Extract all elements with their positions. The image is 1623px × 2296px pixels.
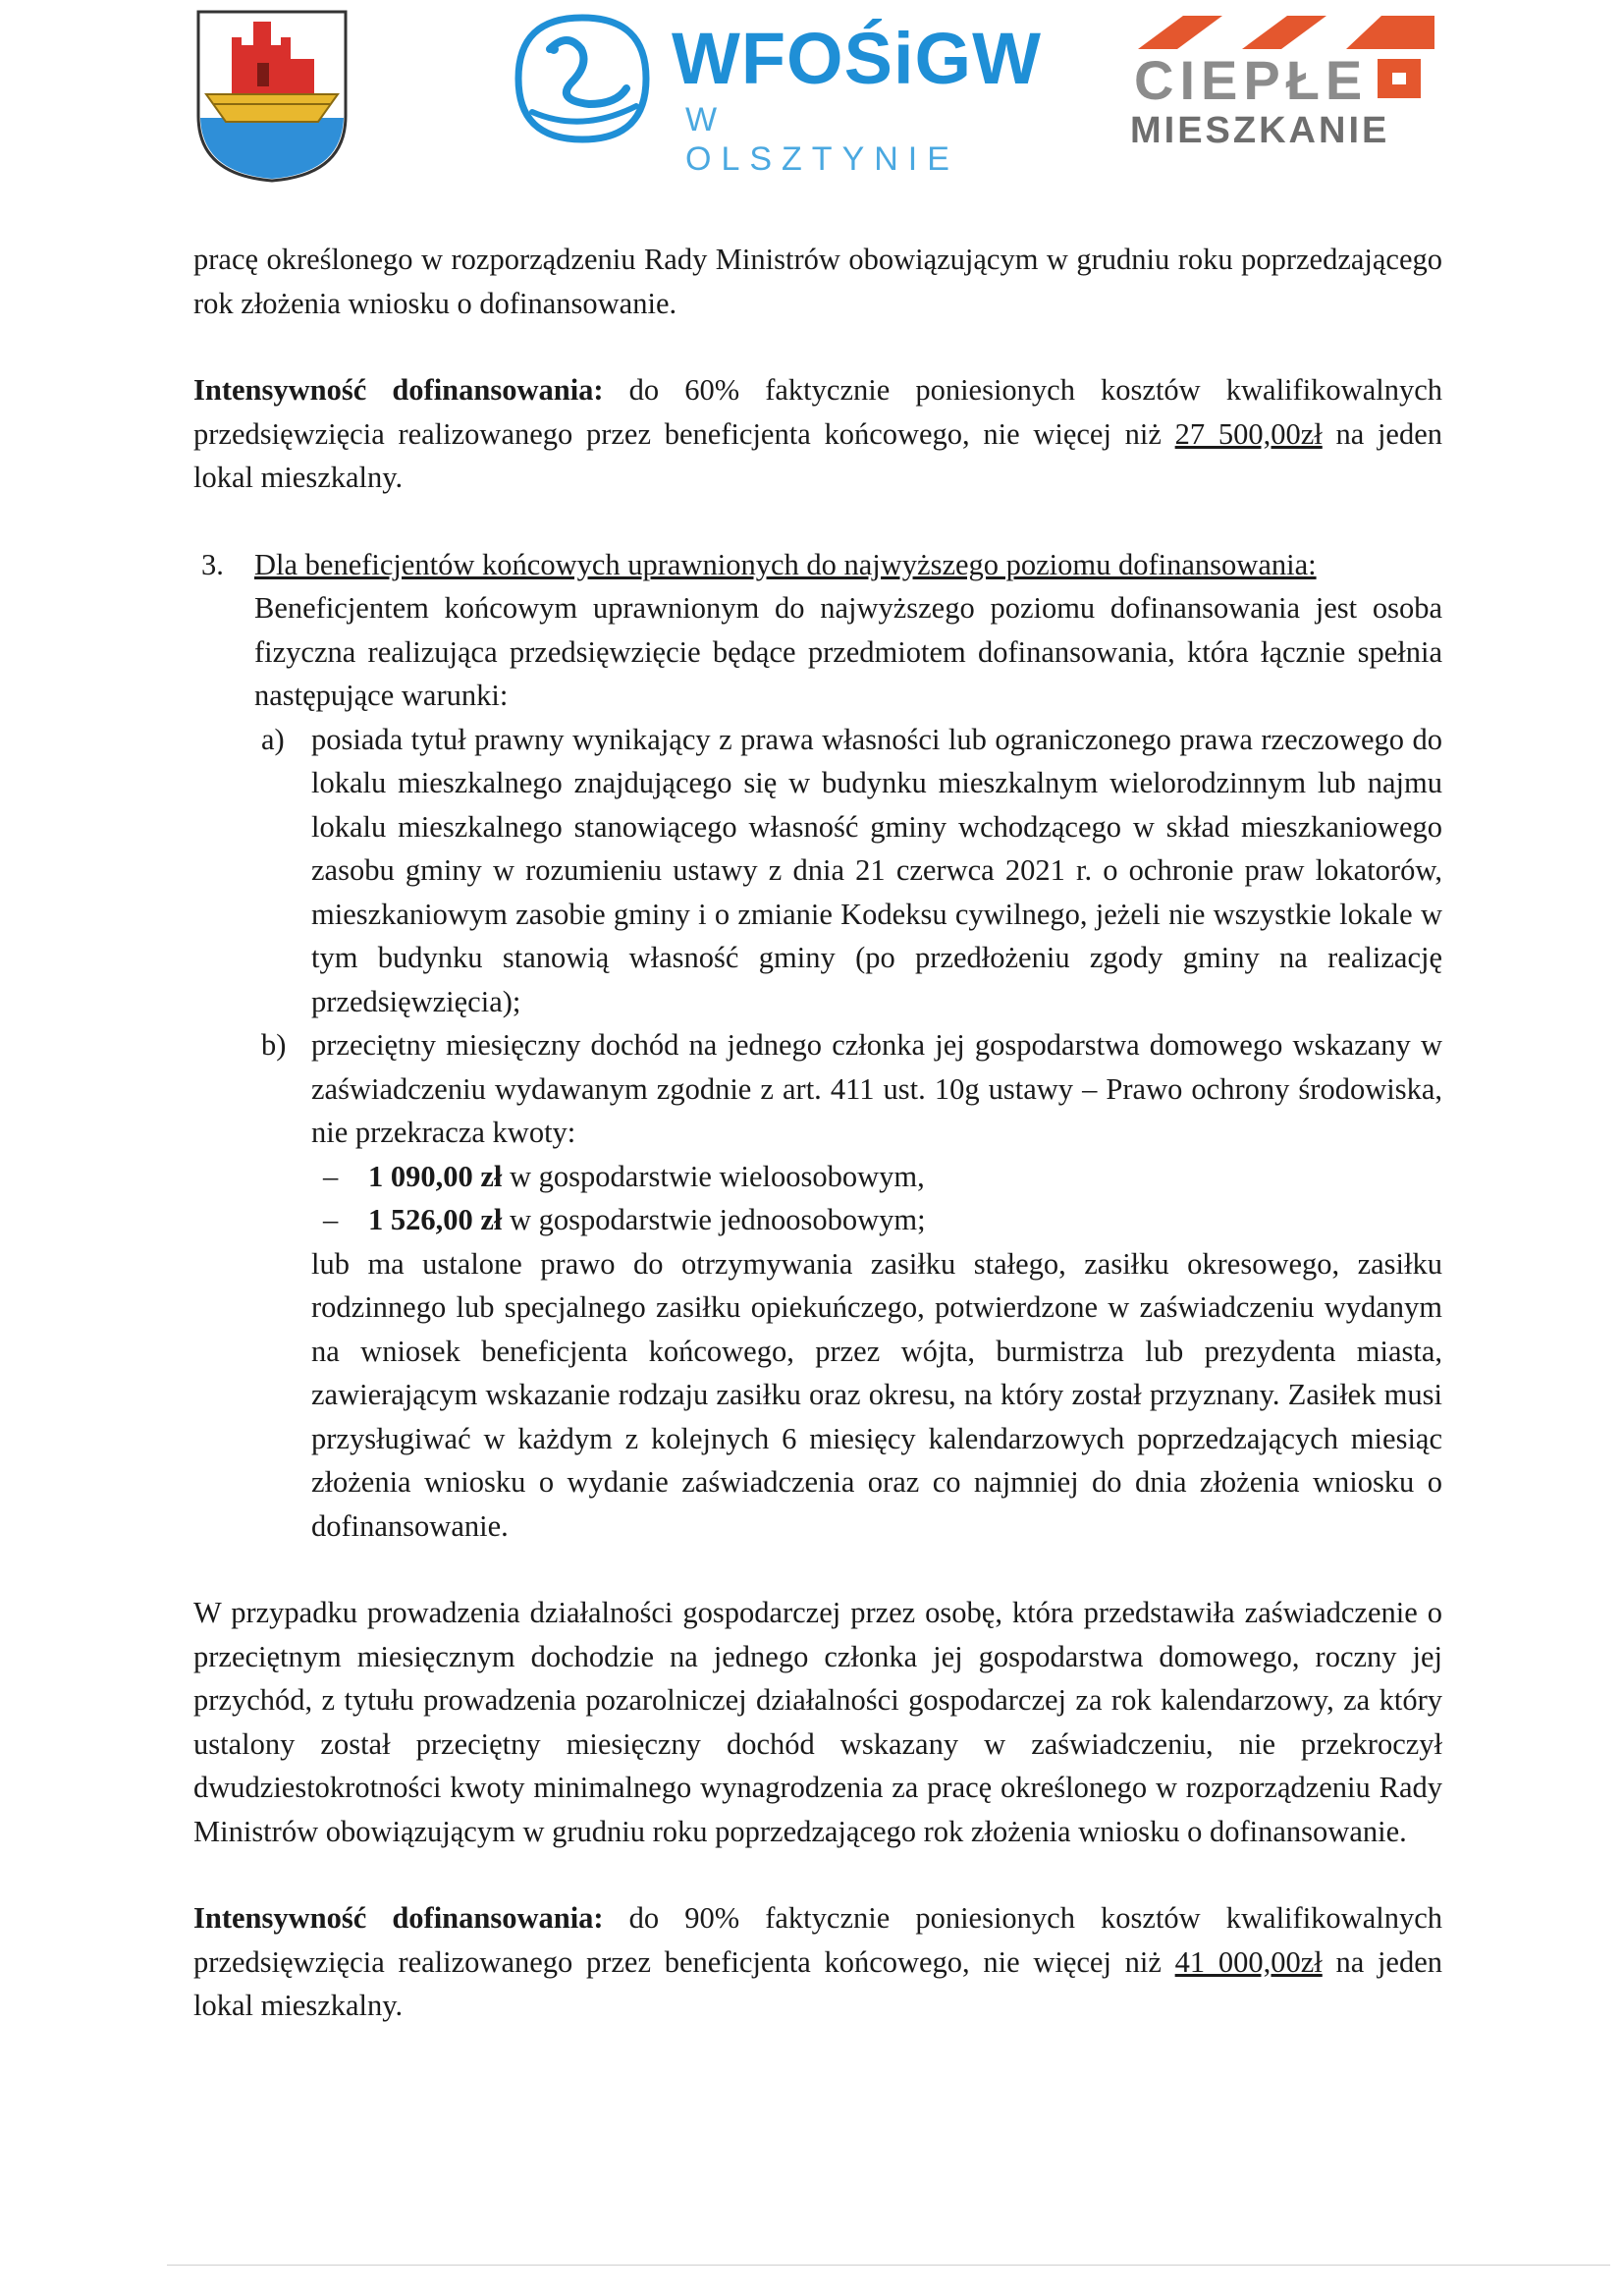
wfosigw-subtitle: W OLSZTYNIE (685, 101, 959, 178)
scan-edge-line (167, 2265, 1610, 2266)
document-body (193, 238, 1442, 2028)
limit-amount: 1 526,00 zł (368, 1203, 503, 1236)
dash-bullet: – (323, 1203, 339, 1236)
condition-continuation: lub ma ustalone prawo do otrzymywania zasiłku stałego, zasiłku okresowego, zasiłku rodzinnego lub specjalnego zasiłku opiekuńczego, potwierdzone w zaświadczeniu wydanym na wniosek beneficjenta końcowego, przez wójta, burmistrza lub prezydenta miasta, zawierającym wskazanie rodzaju zasiłku oraz okresu, na który został przyznany. Zasiłek musi przysługiwać w każdym z kolejnych 6 miesięcy kalendarzowych poprzedzających miesiąc złożenia wniosku o wydanie zaświadczenia oraz co najmniej do dnia złożenia wniosku o dofinansowanie. (311, 1246, 1442, 1543)
income-limit-single (311, 1198, 1442, 1242)
limit-text: w gospodarstwie jednoosobowym; (502, 1203, 926, 1236)
item-intro: Beneficjentem końcowym uprawnionym do najwyższego poziomu dofinansowania jest osoba fizyczna realizująca przedsięwzięcie będące przedmiotem dofinansowania, która łącznie spełnia następujące warunki: (254, 591, 1442, 712)
condition-text: posiada tytuł prawny wynikający z prawa własności lub ograniczonego prawa rzeczowego do lokalu mieszkalnego znajdującego się w budynku mieszkalnym wielorodzinnym lub najmu lokalu mieszkalnego stanowiącego własność gminy wchodzącego w skład mieszkaniowego zasobu gminy w rozumieniu ustawy z dnia 21 czerwca 2021 r. o ochronie praw lokatorów, mieszkaniowym zasobie gminy i o zmianie Kodeksu cywilnego, jeżeli nie wszystkie lokale w tym budynku stanowią własność gminy (po przedłożeniu zgody gminy na realizację przedsięwzięcia); (311, 722, 1442, 1018)
intensity-text-after: na jeden lokal mieszkalny. (193, 416, 1443, 494)
limit-text: w gospodarstwie wieloosobowym, (502, 1159, 925, 1193)
municipal-crest-logo (192, 8, 352, 183)
numbered-item-3 (193, 543, 1442, 1549)
wfosigw-logo (499, 10, 1042, 178)
funding-intensity-paragraph (193, 368, 1442, 500)
intensity-label: Intensywność dofinansowania: (193, 373, 604, 407)
swan-emblem-icon (499, 10, 666, 147)
cieple-word: CIEPŁE (1134, 49, 1369, 111)
mieszkanie-word: MIESZKANIE (1130, 110, 1390, 151)
cieple-mieszkanie-logo (1124, 8, 1443, 155)
intensity-label: Intensywność dofinansowania: (193, 1901, 604, 1935)
item-heading: Dla beneficjentów końcowych uprawnionych do najwyższego poziomu dofinansowania: (254, 547, 1317, 581)
intensity-text-after: na jeden lokal mieszkalny. (193, 1944, 1443, 2022)
condition-text: przeciętny miesięczny dochód na jednego członka jej gospodarstwa domowego wskazany w zaświadczeniu wydawanym zgodnie z art. 411 ust. 10g ustawy – Prawo ochrony środowiska, nie przekracza kwoty: (311, 1028, 1442, 1149)
condition-b (193, 1023, 1442, 1548)
condition-letter: b) (261, 1028, 287, 1062)
item-number: 3. (201, 547, 224, 581)
intensity-amount: 27 500,00zł (1174, 416, 1323, 451)
income-limit-multi (311, 1155, 1442, 1199)
business-activity-paragraph: W przypadku prowadzenia działalności gospodarczej przez osobę, która przedstawiła zaświadczenie o przeciętnym miesięcznym dochodzie na jednego członka jej gospodarstwa domowego, roczny jej przychód, z tytułu prowadzenia pozarolniczej działalności gospodarczej za rok kalendarzowy, za który ustalony został przeciętny miesięczny dochód wskazany w zaświadczeniu, nie przekroczył dwudziestokrotności kwoty minimalnego wynagrodzenia za pracę określonego w rozporządzeniu Rady Ministrów obowiązującym w grudniu roku poprzedzającego rok złożenia wniosku o dofinansowanie. (193, 1596, 1442, 1848)
limit-amount: 1 090,00 zł (368, 1159, 503, 1193)
intensity-amount: 41 000,00zł (1174, 1944, 1323, 1979)
funding-intensity-paragraph-2 (193, 1896, 1442, 2028)
intensity-text: do 90% faktycznie poniesionych kosztów kwalifikowalnych przedsięwzięcia realizowanego przez beneficjenta końcowego, nie więcej niż (193, 1901, 1442, 1979)
wfosigw-title: WFOŚiGW (672, 18, 1042, 99)
condition-letter: a) (261, 722, 285, 756)
orange-square-icon (1378, 59, 1421, 98)
condition-a (193, 718, 1442, 1024)
letterhead (0, 0, 1623, 196)
paragraph-continuation: pracę określonego w rozporządzeniu Rady Ministrów obowiązującym w grudniu roku poprzedzającego rok złożenia wniosku o dofinansowanie. (193, 243, 1442, 320)
intensity-text: do 60% faktycznie poniesionych kosztów kwalifikowalnych przedsięwzięcia realizowanego przez beneficjenta końcowego, nie więcej niż (193, 373, 1442, 451)
dash-bullet: – (323, 1159, 339, 1193)
